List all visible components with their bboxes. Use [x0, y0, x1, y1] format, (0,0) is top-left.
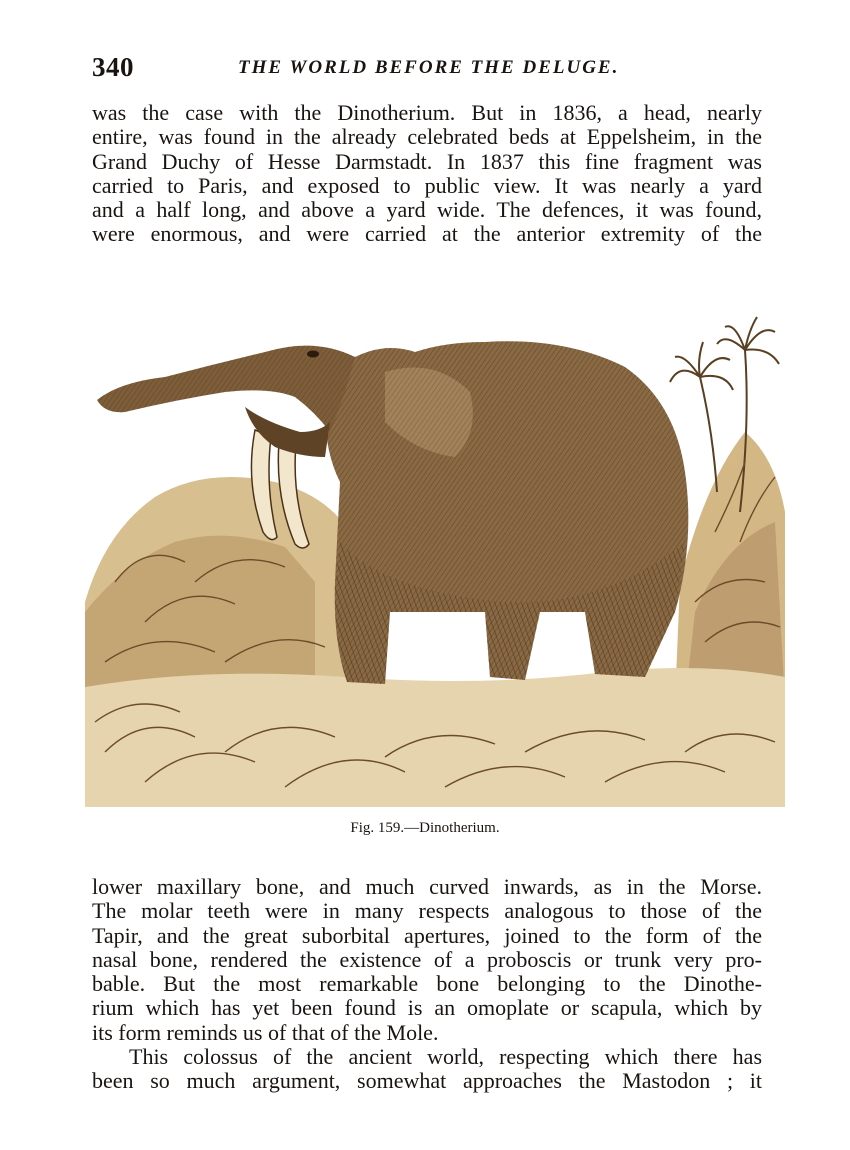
text-line: nasal bone, rendered the existence of a proboscis or trunk very pro- [92, 946, 762, 972]
text-line: Tapir, and the great suborbital apertures, joined to the form of the [92, 922, 762, 948]
paragraph-bottom [92, 875, 762, 1094]
text-line: lower maxillary bone, and much curved inwards, as in the Morse. [92, 874, 762, 899]
text-line: and a half long, and above a yard wide. The defences, it was found, [92, 197, 762, 223]
page-header [92, 52, 762, 86]
paragraph-top [92, 101, 762, 247]
text-line: bable. But the most remarkable bone belonging to the Dinothe- [92, 971, 762, 997]
text-line: carried to Paris, and exposed to public view. It was nearly a yard [92, 172, 762, 198]
page-number: 340 [92, 52, 134, 82]
text-line: This colossus of the ancient world, respecting which there has [129, 1044, 762, 1070]
text-line: entire, was found in the already celebrated beds at Eppelsheim, in the [92, 124, 762, 150]
text-line: The molar teeth were in many respects analogous to those of the [92, 898, 762, 924]
text-line: rium which has yet been found is an omoplate or scapula, which by [92, 995, 762, 1021]
text-line: was the case with the Dinotherium. But in 1836, a head, nearly [92, 100, 762, 125]
text-line: been so much argument, somewhat approaches the Mastodon ; it [92, 1068, 762, 1094]
dinotherium-illustration [85, 282, 785, 807]
running-title: THE WORLD BEFORE THE DELUGE. [238, 57, 620, 78]
text-line: its form reminds us of that of the Mole. [92, 1019, 439, 1045]
figure-caption: Fig. 159.—Dinotherium. [350, 820, 500, 836]
text-line: Grand Duchy of Hesse Darmstadt. In 1837 this fine fragment was [92, 148, 762, 174]
text-line: were enormous, and were carried at the anterior extremity of the [92, 221, 762, 247]
